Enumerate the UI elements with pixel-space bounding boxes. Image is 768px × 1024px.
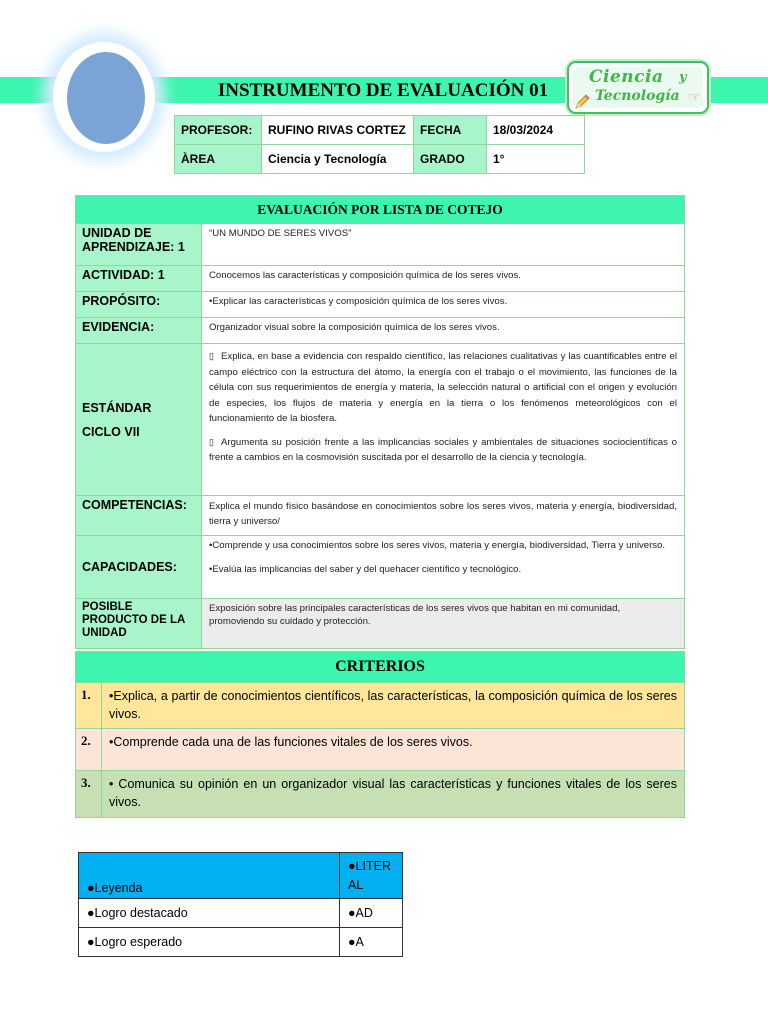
capacidad-item: •Evalúa las implicancias del saber y del quehacer científico y tecnológico. [209,564,522,575]
criterio-text: • Comunica su opinión en un organizador visual las características y funciones vitales de los seres vivos. [102,771,685,818]
info-table [174,115,585,174]
criterio-number: 2. [76,729,102,771]
bullet-icon: ▯ [209,351,214,361]
logo-text-ciencia: Ciencia [589,67,664,87]
evidencia-value: Organizador visual sobre la composición química de los seres vivos. [202,318,685,344]
profesor-value: RUFINO RIVAS CORTEZ [262,116,414,145]
criterio-row [76,729,685,771]
logo-text-tecnologia: Tecnología [595,88,680,104]
evaluation-title: EVALUACIÓN POR LISTA DE COTEJO [76,196,685,224]
unidad-value: “UN MUNDO DE SERES VIVOS” [202,224,685,266]
fecha-value: 18/03/2024 [487,116,585,145]
competencias-value: Explica el mundo físico basándose en conocimientos sobre los seres vivos, materia y energía, biodiversidad, tierra y universo/ [202,496,685,536]
decor-circle [67,52,145,144]
fecha-label: FECHA [414,116,487,145]
legend-row-code: ●A [340,928,403,957]
grado-label: GRADO [414,145,487,174]
evaluation-table [75,195,685,649]
unidad-label: UNIDAD DE APRENDIZAJE: 1 [76,224,202,266]
capacidades-value [202,536,685,599]
estandar-item: ▯ Argumenta su posición frente a las implicancias sociales y ambientales de situaciones sociocientíficas o frente a cambios en la cosmovisión suscitada por el desarrollo de la ciencia y tecnología. [209,436,677,463]
actividad-value: Conocemos las características y composición química de los seres vivos. [202,266,685,292]
criterio-text: •Comprende cada una de las funciones vitales de los seres vivos. [102,729,685,771]
legend-row-label: ●Logro esperado [79,928,340,957]
bullet-icon: ▯ [209,436,214,447]
estandar-label-line2: CICLO VII [82,424,140,439]
evidencia-label: EVIDENCIA: [76,318,202,344]
ciencia-tecnologia-logo [567,61,709,114]
legend-header-left: ●Leyenda [79,853,340,899]
legend-table [78,852,403,957]
estandar-value [202,344,685,496]
actividad-label: ACTIVIDAD: 1 [76,266,202,292]
legend-header-right: ●LITERAL [340,853,403,899]
pointing-hand-icon: ☞ [688,89,701,105]
criterios-title: CRITERIOS [76,652,685,683]
legend-row-code: ●AD [340,899,403,928]
proposito-label: PROPÓSITO: [76,292,202,318]
area-label: ÀREA [175,145,262,174]
profesor-label: PROFESOR: [175,116,262,145]
competencias-label: COMPETENCIAS: [76,496,202,536]
criterios-table [75,651,685,818]
criterio-row [76,683,685,729]
document-title: INSTRUMENTO DE EVALUACIÓN 01 [217,80,549,101]
producto-label: POSIBLE PRODUCTO DE LA UNIDAD [76,599,202,649]
estandar-label-line1: ESTÁNDAR [82,400,152,415]
capacidades-label: CAPACIDADES: [76,536,202,599]
criterio-row [76,771,685,818]
criterio-number: 1. [76,683,102,729]
area-value: Ciencia y Tecnología [262,145,414,174]
criterio-number: 3. [76,771,102,818]
legend-row-label: ●Logro destacado [79,899,340,928]
criterio-text: •Explica, a partir de conocimientos científicos, las características, la composición química de los seres vivos. [102,683,685,729]
grado-value: 1° [487,145,585,174]
pencil-icon [573,93,591,111]
producto-value: Exposición sobre las principales características de los seres vivos que habitan en mi comunidad, promoviendo su cuidado y protección. [202,599,685,649]
logo-text-y: y [679,70,687,85]
estandar-item: ▯ Explica, en base a evidencia con respaldo científico, las relaciones cualitativas y las cuantificables entre el campo eléctrico con la estructura del átomo, la energía con el trabajo o el movimiento, las funciones de la célula con sus requerimientos de energía y materia, la selección natural o artificial con el origen y evolución de especies, los flujos de materia y energía en la tierra o los fenómenos meteorológicos con el funcionamiento de la biosfera. [209,351,677,424]
estandar-label [76,344,202,496]
proposito-value: •Explicar las características y composición química de los seres vivos. [202,292,685,318]
capacidad-item: •Comprende y usa conocimientos sobre los seres vivos, materia y energía, biodiversidad, Tierra y universo. [209,540,666,551]
